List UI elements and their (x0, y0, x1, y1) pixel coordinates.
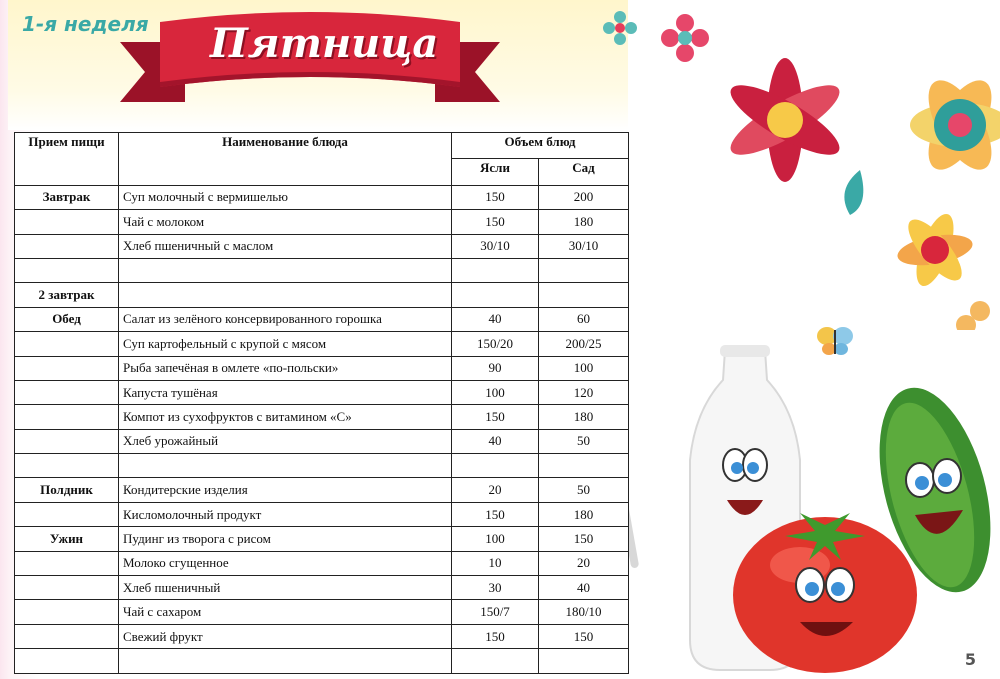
table-row (15, 283, 629, 307)
kindergarten-cell (539, 649, 629, 673)
kindergarten-cell: 180 (539, 405, 629, 429)
dish-cell: Пудинг из творога с рисом (119, 527, 452, 551)
table-row (15, 332, 629, 356)
nursery-cell: 150 (452, 185, 539, 209)
nursery-cell (452, 454, 539, 478)
kindergarten-cell: 20 (539, 551, 629, 575)
kindergarten-cell: 120 (539, 380, 629, 404)
nursery-cell: 30/10 (452, 234, 539, 258)
table-row (15, 405, 629, 429)
dish-cell (119, 649, 452, 673)
dish-cell: Хлеб пшеничный (119, 576, 452, 600)
nursery-cell: 150/7 (452, 600, 539, 624)
dish-cell: Компот из сухофруктов с витамином «С» (119, 405, 452, 429)
nursery-cell: 150/20 (452, 332, 539, 356)
meal-cell (15, 454, 119, 478)
nursery-cell: 150 (452, 624, 539, 648)
nursery-cell: 20 (452, 478, 539, 502)
kindergarten-cell (539, 283, 629, 307)
meal-cell: 2 завтрак (15, 283, 119, 307)
meal-cell (15, 649, 119, 673)
table-row (15, 234, 629, 258)
week-label: 1-я неделя (22, 12, 149, 36)
nursery-cell: 40 (452, 429, 539, 453)
nursery-cell: 150 (452, 405, 539, 429)
dish-cell: Кондитерские изделия (119, 478, 452, 502)
meal-cell: Завтрак (15, 185, 119, 209)
nursery-cell: 100 (452, 380, 539, 404)
table-row (15, 258, 629, 282)
dish-cell: Чай с молоком (119, 210, 452, 234)
dish-cell: Кисломолочный продукт (119, 502, 452, 526)
dish-cell: Хлеб урожайный (119, 429, 452, 453)
nursery-cell: 150 (452, 502, 539, 526)
table-row (15, 356, 629, 380)
table-row (15, 380, 629, 404)
dish-cell (119, 258, 452, 282)
dish-cell: Чай с сахаром (119, 600, 452, 624)
nursery-cell (452, 283, 539, 307)
meal-cell (15, 210, 119, 234)
kindergarten-cell: 30/10 (539, 234, 629, 258)
meal-cell (15, 624, 119, 648)
table-row (15, 429, 629, 453)
table-row (15, 307, 629, 331)
kindergarten-cell: 180/10 (539, 600, 629, 624)
meal-cell: Ужин (15, 527, 119, 551)
meal-cell: Полдник (15, 478, 119, 502)
day-title: Пятница (210, 20, 439, 67)
meal-cell (15, 234, 119, 258)
header-dish: Наименование блюда (119, 133, 452, 186)
kindergarten-cell: 200/25 (539, 332, 629, 356)
kindergarten-cell: 180 (539, 502, 629, 526)
meal-cell: Обед (15, 307, 119, 331)
nursery-cell: 30 (452, 576, 539, 600)
table-row (15, 502, 629, 526)
nursery-cell: 90 (452, 356, 539, 380)
table-row (15, 478, 629, 502)
food-characters-illustration (585, 340, 1000, 675)
table-row (15, 649, 629, 673)
nursery-cell (452, 258, 539, 282)
table-row (15, 600, 629, 624)
dish-cell: Молоко сгущенное (119, 551, 452, 575)
nursery-cell: 10 (452, 551, 539, 575)
table-row (15, 210, 629, 234)
flower-decoration-icon (580, 0, 1000, 330)
kindergarten-cell: 180 (539, 210, 629, 234)
meal-cell (15, 576, 119, 600)
dish-cell: Салат из зелёного консервированного горошка (119, 307, 452, 331)
kindergarten-cell: 100 (539, 356, 629, 380)
nursery-cell: 100 (452, 527, 539, 551)
meal-cell (15, 429, 119, 453)
nursery-cell: 40 (452, 307, 539, 331)
dish-cell (119, 283, 452, 307)
kindergarten-cell: 40 (539, 576, 629, 600)
table-row (15, 551, 629, 575)
meal-cell (15, 502, 119, 526)
kindergarten-cell: 200 (539, 185, 629, 209)
table-row (15, 454, 629, 478)
kindergarten-cell: 150 (539, 624, 629, 648)
menu-table (14, 132, 629, 674)
kindergarten-cell (539, 258, 629, 282)
meal-cell (15, 332, 119, 356)
header-nursery: Ясли (452, 159, 539, 185)
kindergarten-cell: 50 (539, 429, 629, 453)
page-number: 5 (964, 650, 976, 669)
dish-cell: Суп картофельный с крупой с мясом (119, 332, 452, 356)
table-row (15, 185, 629, 209)
kindergarten-cell (539, 454, 629, 478)
kindergarten-cell: 60 (539, 307, 629, 331)
meal-cell (15, 600, 119, 624)
header-kindergarten: Сад (539, 159, 629, 185)
table-row (15, 624, 629, 648)
dish-cell: Рыба запечёная в омлете «по-польски» (119, 356, 452, 380)
table-header-row (15, 133, 629, 159)
header-meal: Прием пищи (15, 133, 119, 186)
meal-cell (15, 356, 119, 380)
table-row (15, 527, 629, 551)
table-row (15, 576, 629, 600)
meal-cell (15, 258, 119, 282)
dish-cell (119, 454, 452, 478)
nursery-cell: 150 (452, 210, 539, 234)
dish-cell: Свежий фрукт (119, 624, 452, 648)
kindergarten-cell: 150 (539, 527, 629, 551)
header-volume: Объем блюд (452, 133, 629, 159)
dish-cell: Хлеб пшеничный с маслом (119, 234, 452, 258)
dish-cell: Капуста тушёная (119, 380, 452, 404)
nursery-cell (452, 649, 539, 673)
meal-cell (15, 405, 119, 429)
meal-cell (15, 380, 119, 404)
meal-cell (15, 551, 119, 575)
kindergarten-cell: 50 (539, 478, 629, 502)
dish-cell: Суп молочный с вермишелью (119, 185, 452, 209)
